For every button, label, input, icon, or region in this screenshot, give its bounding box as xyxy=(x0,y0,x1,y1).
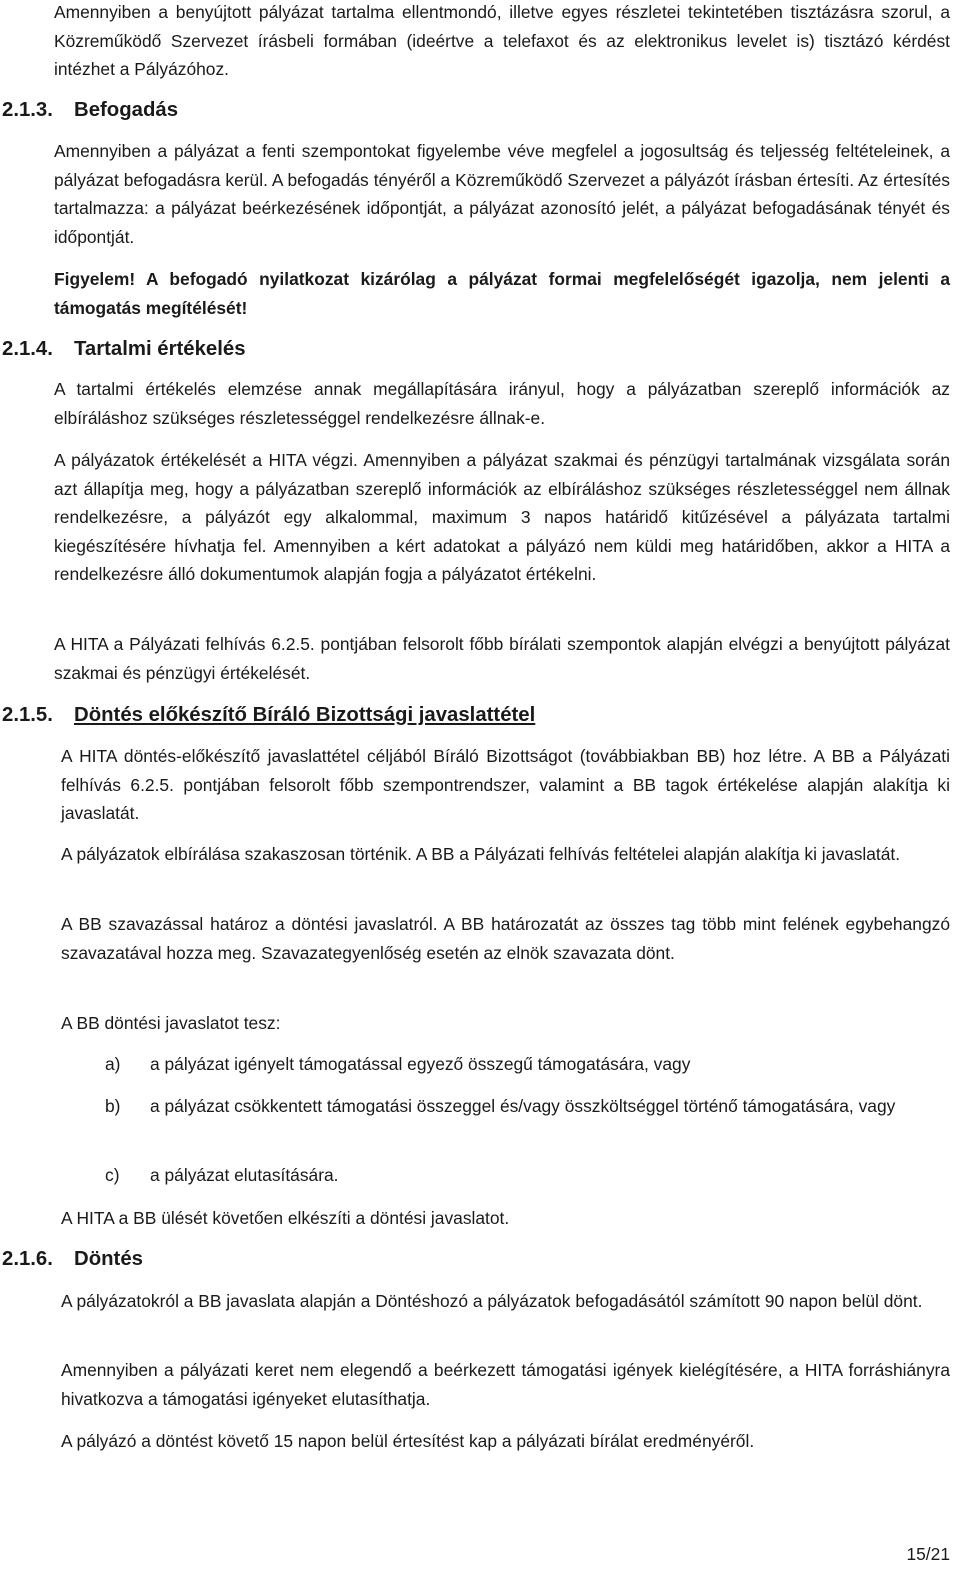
section-title: Tartalmi értékelés xyxy=(74,338,246,360)
tartalmi-paragraph-2: A pályázatok értékelését a HITA végzi. Amennyiben a pályázat szakmai és pénzügyi tartalmának vizsgálata során azt állapítja meg, hogy a pályázatban szereplő információk az elbíráláshoz szükséges részletességgel nem állnak rendelkezésre, a pályázót egy alkalommal, maximum 3 napos határidő kitűzésével a pályázata tartalmi kiegészítésére hívhatja fel. Amennyiben a kért adatokat a pályázó nem küldi meg határidőben, akkor a HITA a rendelkezésre álló dokumentumok alapján fogja a pályázatot értékelni. xyxy=(54,450,950,585)
notice-paragraph xyxy=(54,265,950,322)
list-item xyxy=(105,1161,950,1190)
bb-paragraph-2: A pályázatok elbírálása szakaszosan történik. A BB a Pályázati felhívás feltételei alapján alakítja ki javaslatát. xyxy=(61,844,901,864)
list-item-label: a) xyxy=(105,1054,121,1074)
dontes-paragraph-1: A pályázatokról a BB javaslata alapján a Döntéshozó a pályázatok befogadásától számított 90 napon belül dönt. xyxy=(61,1291,923,1311)
list-item xyxy=(105,1050,950,1079)
list-item-text: a pályázat igényelt támogatással egyező összegű támogatására, vagy xyxy=(150,1054,691,1074)
section-heading-2-1-3 xyxy=(2,96,178,124)
notice-text: A befogadó nyilatkozat kizárólag a pályázat formai megfelelőségét igazolja, nem jelenti a támogatás megítélését! xyxy=(54,269,950,318)
dontes-paragraph-3: A pályázó a döntést követő 15 napon belül értesítést kap a pályázati bírálat eredményéről. xyxy=(61,1431,755,1451)
bb-paragraph-1: A HITA döntés-előkészítő javaslattétel céljából Bíráló Bizottságot (továbbiakban BB) hoz létre. A BB a Pályázati felhívás 6.2.5. pontjában felsorolt főbb szempontrendszer, valamint a BB tagok értékelése alapján alakítja ki javaslatát. xyxy=(61,746,950,824)
tartalmi-paragraph-1: A tartalmi értékelés elemzése annak megállapítására irányul, hogy a pályázatban szereplő információk az elbíráláshoz szükséges részletességgel rendelkezésre állnak-e. xyxy=(54,379,950,428)
tartalmi-paragraph-3: A HITA a Pályázati felhívás 6.2.5. pontjában felsorolt főbb bírálati szempontok alapján elvégzi a benyújtott pályázat szakmai és pénzügyi értékelését. xyxy=(54,634,950,683)
section-heading-2-1-5 xyxy=(2,701,535,729)
intro-paragraph: Amennyiben a benyújtott pályázat tartalma ellentmondó, illetve egyes részletei tekintetében tisztázásra szorul, a Közreműködő Szervezet írásbeli formában (ideértve a telefaxot és az elektronikus levelet is) tisztázó kérdést intézhet a Pályázóhoz. xyxy=(54,2,950,80)
section-number: 2.1.3. xyxy=(2,99,53,121)
befogadas-paragraph: Amennyiben a pályázat a fenti szempontokat figyelembe véve megfelel a jogosultság és teljesség feltételeinek, a pályázat befogadásra kerül. A befogadás tényéről a Közreműködő Szervezet a pályázót írásban értesíti. Az értesítés tartalmazza: a pályázat beérkezésének időpontját, a pályázat azonosító jelét, a pályázat befogadásának tényét és időpontját. xyxy=(54,141,950,247)
section-number: 2.1.4. xyxy=(2,338,53,360)
list-item-text: a pályázat csökkentett támogatási összeggel és/vagy összköltséggel történő támogatására, vagy xyxy=(150,1096,896,1116)
section-heading-2-1-6 xyxy=(2,1245,143,1273)
section-title: Döntés előkészítő Bíráló Bizottsági javaslattétel xyxy=(74,704,536,726)
section-title: Döntés xyxy=(74,1248,143,1270)
list-item-text: a pályázat elutasítására. xyxy=(150,1165,339,1185)
section-number: 2.1.5. xyxy=(2,704,53,726)
list-item xyxy=(105,1092,950,1121)
bb-paragraph-4: A BB döntési javaslatot tesz: xyxy=(61,1013,281,1033)
page-number: 15/21 xyxy=(906,1544,950,1564)
section-heading-2-1-4 xyxy=(2,335,246,363)
list-item-label: b) xyxy=(105,1096,121,1116)
list-item-label: c) xyxy=(105,1165,120,1185)
section-title: Befogadás xyxy=(74,99,179,121)
notice-label: Figyelem! xyxy=(54,269,136,289)
bb-paragraph-5: A HITA a BB ülését követően elkészíti a döntési javaslatot. xyxy=(61,1208,510,1228)
section-number: 2.1.6. xyxy=(2,1248,53,1270)
dontes-paragraph-2: Amennyiben a pályázati keret nem elegendő a beérkezett támogatási igények kielégítésére, a HITA forráshiányra hivatkozva a támogatási igényeket elutasíthatja. xyxy=(61,1360,950,1409)
bb-paragraph-3: A BB szavazással határoz a döntési javaslatról. A BB határozatát az összes tag több mint felének egybehangzó szavazatával hozza meg. Szavazategyenlőség esetén az elnök szavazata dönt. xyxy=(61,914,950,963)
